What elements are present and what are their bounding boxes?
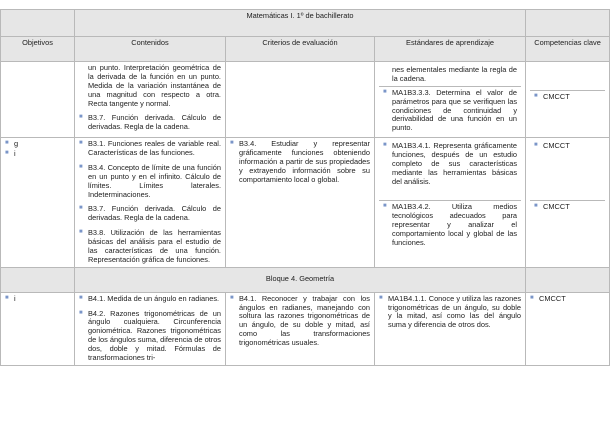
- curriculum-table: [0, 9, 610, 366]
- estandar-block: [379, 86, 521, 135]
- title-spacer-cell: [1, 10, 75, 37]
- header-criterios: Criterios de evaluación: [226, 37, 375, 62]
- table-row: [1, 62, 610, 138]
- competencia-code: CMCCT: [539, 293, 566, 303]
- estandar-ma1b342: MA1B3.4.2. Utiliza medios tecnológicos adecuados para representar y analizar el comportamiento local y global de las funciones.: [392, 202, 518, 247]
- bullet-icon: ■: [5, 294, 9, 301]
- list-item: [383, 66, 517, 84]
- objetivos-cell: [1, 138, 75, 268]
- criterio-b41: B4.1. Reconocer y trabajar con los ángulos en radianes, manejando con soltura las razones trigonométricas de un ángulo, de su doble y mitad, así como las transformaciones trigonométricas usuales.: [239, 293, 370, 347]
- competencia-code: CMCCT: [543, 92, 570, 101]
- bullet-icon: ■: [534, 142, 538, 149]
- list-item: [379, 295, 521, 331]
- objetivo-i: i: [14, 293, 16, 303]
- contenidos-cell: [75, 62, 226, 138]
- bullet-icon: ■: [79, 294, 83, 301]
- bullet-icon: ■: [79, 205, 83, 212]
- bullet-icon: ■: [534, 203, 538, 210]
- criterios-cell: [226, 292, 375, 365]
- competencia-block: [530, 200, 605, 214]
- competencia-block: [530, 90, 605, 104]
- estandar-ma1b333: MA1B3.3.3. Determina el valor de parámetros para que se verifiquen las condiciones de continuidad y derivabilidad de una función en un punto.: [392, 87, 518, 133]
- criterios-cell: [226, 138, 375, 268]
- bullet-icon: ■: [379, 294, 383, 301]
- list-item: [79, 310, 221, 363]
- block-header-row: [1, 267, 610, 292]
- competencias-cell: [526, 62, 610, 138]
- list-item: [79, 229, 221, 265]
- estandar-continuation-block: [379, 64, 521, 86]
- bullet-icon: ■: [383, 142, 387, 149]
- list-item: [383, 89, 517, 133]
- contenidos-continuation: un punto. Interpretación geométrica de la derivada de la función en un punto. Medida de la variación instantánea de una magnitud con respecto a otra. Recta tangente y normal.: [88, 63, 221, 108]
- bullet-icon: ■: [530, 294, 534, 301]
- competencia-block: [530, 140, 605, 200]
- estandares-cell: [375, 62, 526, 138]
- header-estandares: Estándares de aprendizaje: [375, 37, 526, 62]
- estandar-block: [379, 200, 521, 249]
- list-item: [79, 64, 221, 108]
- list-item: [383, 203, 517, 247]
- objetivos-cell: [1, 292, 75, 365]
- bullet-icon: ■: [79, 309, 83, 316]
- bullet-icon: ■: [5, 140, 9, 147]
- criterios-cell: [226, 62, 375, 138]
- table-title: Matemáticas I. 1º de bachillerato: [75, 10, 526, 37]
- estandar-ma1b341: MA1B3.4.1. Representa gráficamente funciones, después de un estudio completo de sus características mediante las herramientas básicas del análisis.: [392, 141, 518, 186]
- contenido-b41: B4.1. Medida de un ángulo en radianes.: [88, 293, 220, 303]
- objetivo-g: g: [14, 139, 19, 149]
- competencias-cell: [526, 292, 610, 365]
- block-title: Bloque 4. Geometría: [75, 267, 526, 292]
- list-item: [230, 295, 370, 348]
- bullet-icon: ■: [383, 88, 387, 95]
- title-spacer-cell: [526, 10, 610, 37]
- objetivos-cell: [1, 62, 75, 138]
- header-objetivos: Objetivos: [1, 37, 75, 62]
- contenido-b31: B3.1. Funciones reales de variable real. Características de las funciones.: [88, 139, 221, 157]
- contenido-b38: B3.8. Utilización de las herramientas básicas del análisis para el estudio de las características de una función. Representación gráfica de funciones.: [88, 228, 221, 264]
- contenidos-cell: [75, 292, 226, 365]
- criterio-b34: B3.4. Estudiar y representar gráficamente funciones obteniendo información a partir de sus propiedades y extrayendo información sobre su comportamiento local o global.: [239, 139, 370, 184]
- estandares-cell: [375, 292, 526, 365]
- bullet-icon: ■: [79, 163, 83, 170]
- list-item: [79, 205, 221, 223]
- block-spacer-cell: [526, 267, 610, 292]
- estandar-ma1b411: MA1B4.1.1. Conoce y utiliza las razones trigonométricas de un ángulo, su doble y la mitad, así como las del ángulo suma y diferencia de otros dos.: [388, 293, 522, 330]
- table-title-row: [1, 10, 610, 37]
- estandar-block: [379, 140, 521, 200]
- list-item: [79, 114, 221, 132]
- competencia-code: CMCCT: [543, 141, 570, 151]
- estandares-cell: [375, 138, 526, 268]
- header-contenidos: Contenidos: [75, 37, 226, 62]
- bullet-icon: ■: [79, 140, 83, 147]
- contenido-b42: B4.2. Razones trigonométricas de un ángulo cualquiera. Circunferencia goniométrica. Razones trigonométricas de los ángulos suma, diferencia de otros dos, doble y mitad. Fórmulas de transformaciones tri-: [88, 308, 221, 362]
- list-item: [5, 140, 70, 149]
- objetivo-i: i: [14, 149, 16, 158]
- bullet-icon: ■: [230, 140, 234, 147]
- table-row: [1, 292, 610, 365]
- bullet-icon: ■: [5, 150, 9, 156]
- contenido-b34: B3.4. Concepto de límite de una función en un punto y en el infinito. Cálculo de límites. Límites laterales. Indeterminaciones.: [88, 162, 221, 199]
- list-item: [5, 295, 70, 304]
- estandar-continuation: nes elementales mediante la regla de la cadena.: [392, 65, 518, 83]
- bullet-icon: ■: [534, 93, 538, 99]
- contenido-b37: B3.7. Función derivada. Cálculo de derivadas. Regla de la cadena.: [88, 113, 221, 132]
- list-item: [5, 150, 70, 159]
- list-item: [534, 142, 601, 151]
- list-item: [79, 140, 221, 158]
- list-item: [383, 142, 517, 186]
- list-item: [79, 295, 221, 304]
- competencia-code: CMCCT: [543, 202, 570, 212]
- header-competencias: Competencias clave: [526, 37, 610, 62]
- competencias-cell: [526, 138, 610, 268]
- contenido-b37: B3.7. Función derivada. Cálculo de derivadas. Regla de la cadena.: [88, 204, 221, 223]
- column-header-row: [1, 37, 610, 62]
- bullet-icon: ■: [79, 114, 83, 121]
- competencia-empty-block: [530, 64, 605, 90]
- list-item: [534, 203, 601, 212]
- list-item: [230, 140, 370, 184]
- table-row: [1, 138, 610, 268]
- list-item: [534, 93, 601, 102]
- contenidos-cell: [75, 138, 226, 268]
- bullet-icon: ■: [230, 294, 234, 301]
- list-item: [530, 295, 605, 304]
- list-item: [79, 164, 221, 200]
- block-spacer-cell: [1, 267, 75, 292]
- bullet-icon: ■: [79, 229, 83, 236]
- bullet-icon: ■: [383, 203, 387, 210]
